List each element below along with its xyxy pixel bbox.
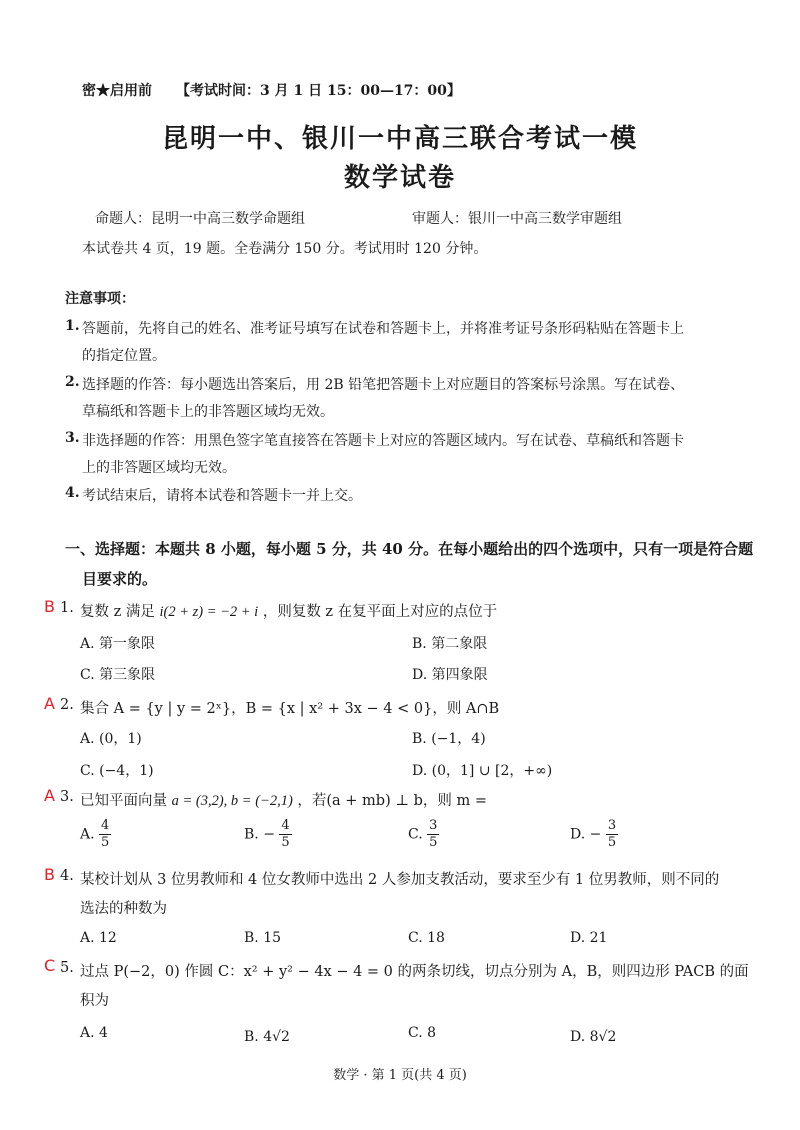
note-number: 4. — [65, 485, 80, 501]
stem-text: 复数 z 满足 — [80, 604, 155, 620]
option-d[interactable]: D. 第四象限 — [412, 667, 488, 683]
numerator: 4 — [101, 818, 110, 833]
note-text: 的指定位置。 — [82, 348, 166, 364]
stem-text: ，则复数 z 在复平面上对应的点位于 — [262, 604, 498, 620]
answer-mark: A — [44, 786, 55, 805]
exam-title: 昆明一中、银川一中高三联合考试一模 — [161, 124, 638, 154]
option-d[interactable]: D. (0，1] ∪ [2，+∞) — [412, 763, 553, 779]
note-text: 答题前，先将自己的姓名、准考证号填写在试卷和答题卡上，并将准考证号条形码粘贴在答题卡上 — [82, 321, 684, 337]
numerator: 4 — [281, 818, 290, 833]
stem-equation: i(2 + z) = −2 + i — [159, 604, 259, 620]
note-text: 上的非答题区域均无效。 — [82, 460, 236, 476]
question-stem-cont: 积为 — [80, 993, 109, 1009]
question-stem: 过点 P(−2，0) 作圆 C：x² + y² − 4x − 4 = 0 的两条切线，切点分别为 A，B，则四边形 PACB 的面 — [80, 964, 749, 980]
question-stem: 集合 A = {y | y = 2ˣ}，B = {x | x² + 3x − 4 < 0}，则 A∩B — [80, 701, 500, 717]
notes-heading: 注意事项： — [65, 291, 135, 307]
note-text: 选择题的作答：每小题选出答案后，用 2B 铅笔把答题卡上对应题目的答案标号涂黑。写在试卷、 — [82, 377, 685, 393]
question-number: 5. — [60, 960, 74, 976]
option-b[interactable]: B. (−1，4) — [412, 731, 486, 747]
option-label: B. — [244, 826, 259, 843]
option-c[interactable]: C. (−4，1) — [80, 763, 154, 779]
option-d[interactable] — [570, 818, 618, 851]
option-sign: − — [263, 826, 275, 843]
author-line: 命题人：昆明一中高三数学命题组 — [95, 211, 305, 227]
note-text: 考试结束后，请将本试卷和答题卡一并上交。 — [82, 488, 362, 504]
numerator: 3 — [429, 818, 438, 833]
stem-equation: a = (3,2), b = (−2,1) — [171, 793, 293, 809]
option-a[interactable]: A. 12 — [80, 930, 117, 946]
option-sign: − — [589, 826, 602, 843]
stem-text: ，若(a + mb) ⊥ b，则 m = — [297, 793, 488, 809]
exam-subject: 数学试卷 — [343, 163, 456, 193]
option-b[interactable]: B. 4√2 — [244, 1029, 290, 1045]
denominator: 5 — [101, 835, 110, 850]
denominator: 5 — [607, 835, 617, 850]
option-label: C. — [408, 826, 423, 843]
page-footer: 数学 · 第 1 页(共 4 页) — [333, 1068, 467, 1083]
option-a[interactable]: A. 4 — [80, 1025, 108, 1041]
option-d[interactable]: D. 21 — [570, 930, 608, 946]
exam-time: 【考试时间：3 月 1 日 15：00—17：00】 — [176, 83, 461, 99]
option-fraction — [606, 818, 618, 851]
option-c[interactable]: C. 第三象限 — [80, 667, 156, 683]
question-stem — [80, 789, 487, 810]
note-number: 1. — [65, 318, 80, 334]
question-number: 3. — [60, 789, 74, 805]
option-a[interactable]: A. 第一象限 — [80, 636, 156, 652]
option-c[interactable]: C. 8 — [408, 1025, 437, 1041]
option-d[interactable]: D. 8√2 — [570, 1029, 617, 1045]
option-b[interactable]: B. 15 — [244, 930, 282, 946]
note-number: 3. — [65, 430, 80, 446]
numerator: 3 — [607, 818, 617, 833]
note-number: 2. — [65, 374, 80, 390]
option-a[interactable] — [80, 818, 111, 851]
answer-mark: B — [44, 865, 55, 884]
note-text: 草稿纸和答题卡上的非答题区域均无效。 — [82, 404, 334, 420]
option-b[interactable]: B. 第二象限 — [412, 636, 488, 652]
answer-mark: B — [44, 597, 55, 616]
question-number: 1. — [60, 600, 74, 616]
note-text: 非选择题的作答：用黑色签字笔直接答在答题卡上对应的答题区域内。写在试卷、草稿纸和答题卡 — [82, 433, 684, 449]
answer-mark: A — [44, 694, 55, 713]
stem-text: 已知平面向量 — [80, 793, 167, 809]
option-fraction — [99, 818, 111, 851]
summary-line: 本试卷共 4 页，19 题。全卷满分 150 分。考试用时 120 分钟。 — [82, 241, 488, 257]
option-fraction — [279, 818, 291, 851]
question-number: 4. — [60, 868, 74, 884]
section-heading-cont: 目要求的。 — [82, 570, 158, 588]
answer-mark: C — [44, 956, 56, 975]
denominator: 5 — [429, 835, 438, 850]
option-label: D. — [570, 826, 586, 843]
reviewer-line: 审题人：银川一中高三数学审题组 — [412, 211, 622, 227]
option-label: A. — [80, 826, 95, 843]
denominator: 5 — [281, 835, 290, 850]
question-number: 2. — [60, 697, 74, 713]
confidential-label: 密★启用前 — [82, 83, 152, 99]
option-c[interactable] — [408, 818, 439, 851]
option-b[interactable] — [244, 818, 292, 851]
question-stem-cont: 选法的种数为 — [80, 901, 167, 917]
question-stem: 某校计划从 3 位男教师和 4 位女教师中选出 2 人参加支教活动，要求至少有 1 位男教师，则不同的 — [80, 872, 720, 888]
section-heading: 一、选择题：本题共 8 小题，每小题 5 分，共 40 分。在每小题给出的四个选项中，只有一项是符合题 — [65, 540, 754, 558]
option-a[interactable]: A. (0，1) — [80, 731, 142, 747]
option-c[interactable]: C. 18 — [408, 930, 445, 946]
option-fraction — [427, 818, 439, 851]
question-stem — [80, 600, 497, 621]
